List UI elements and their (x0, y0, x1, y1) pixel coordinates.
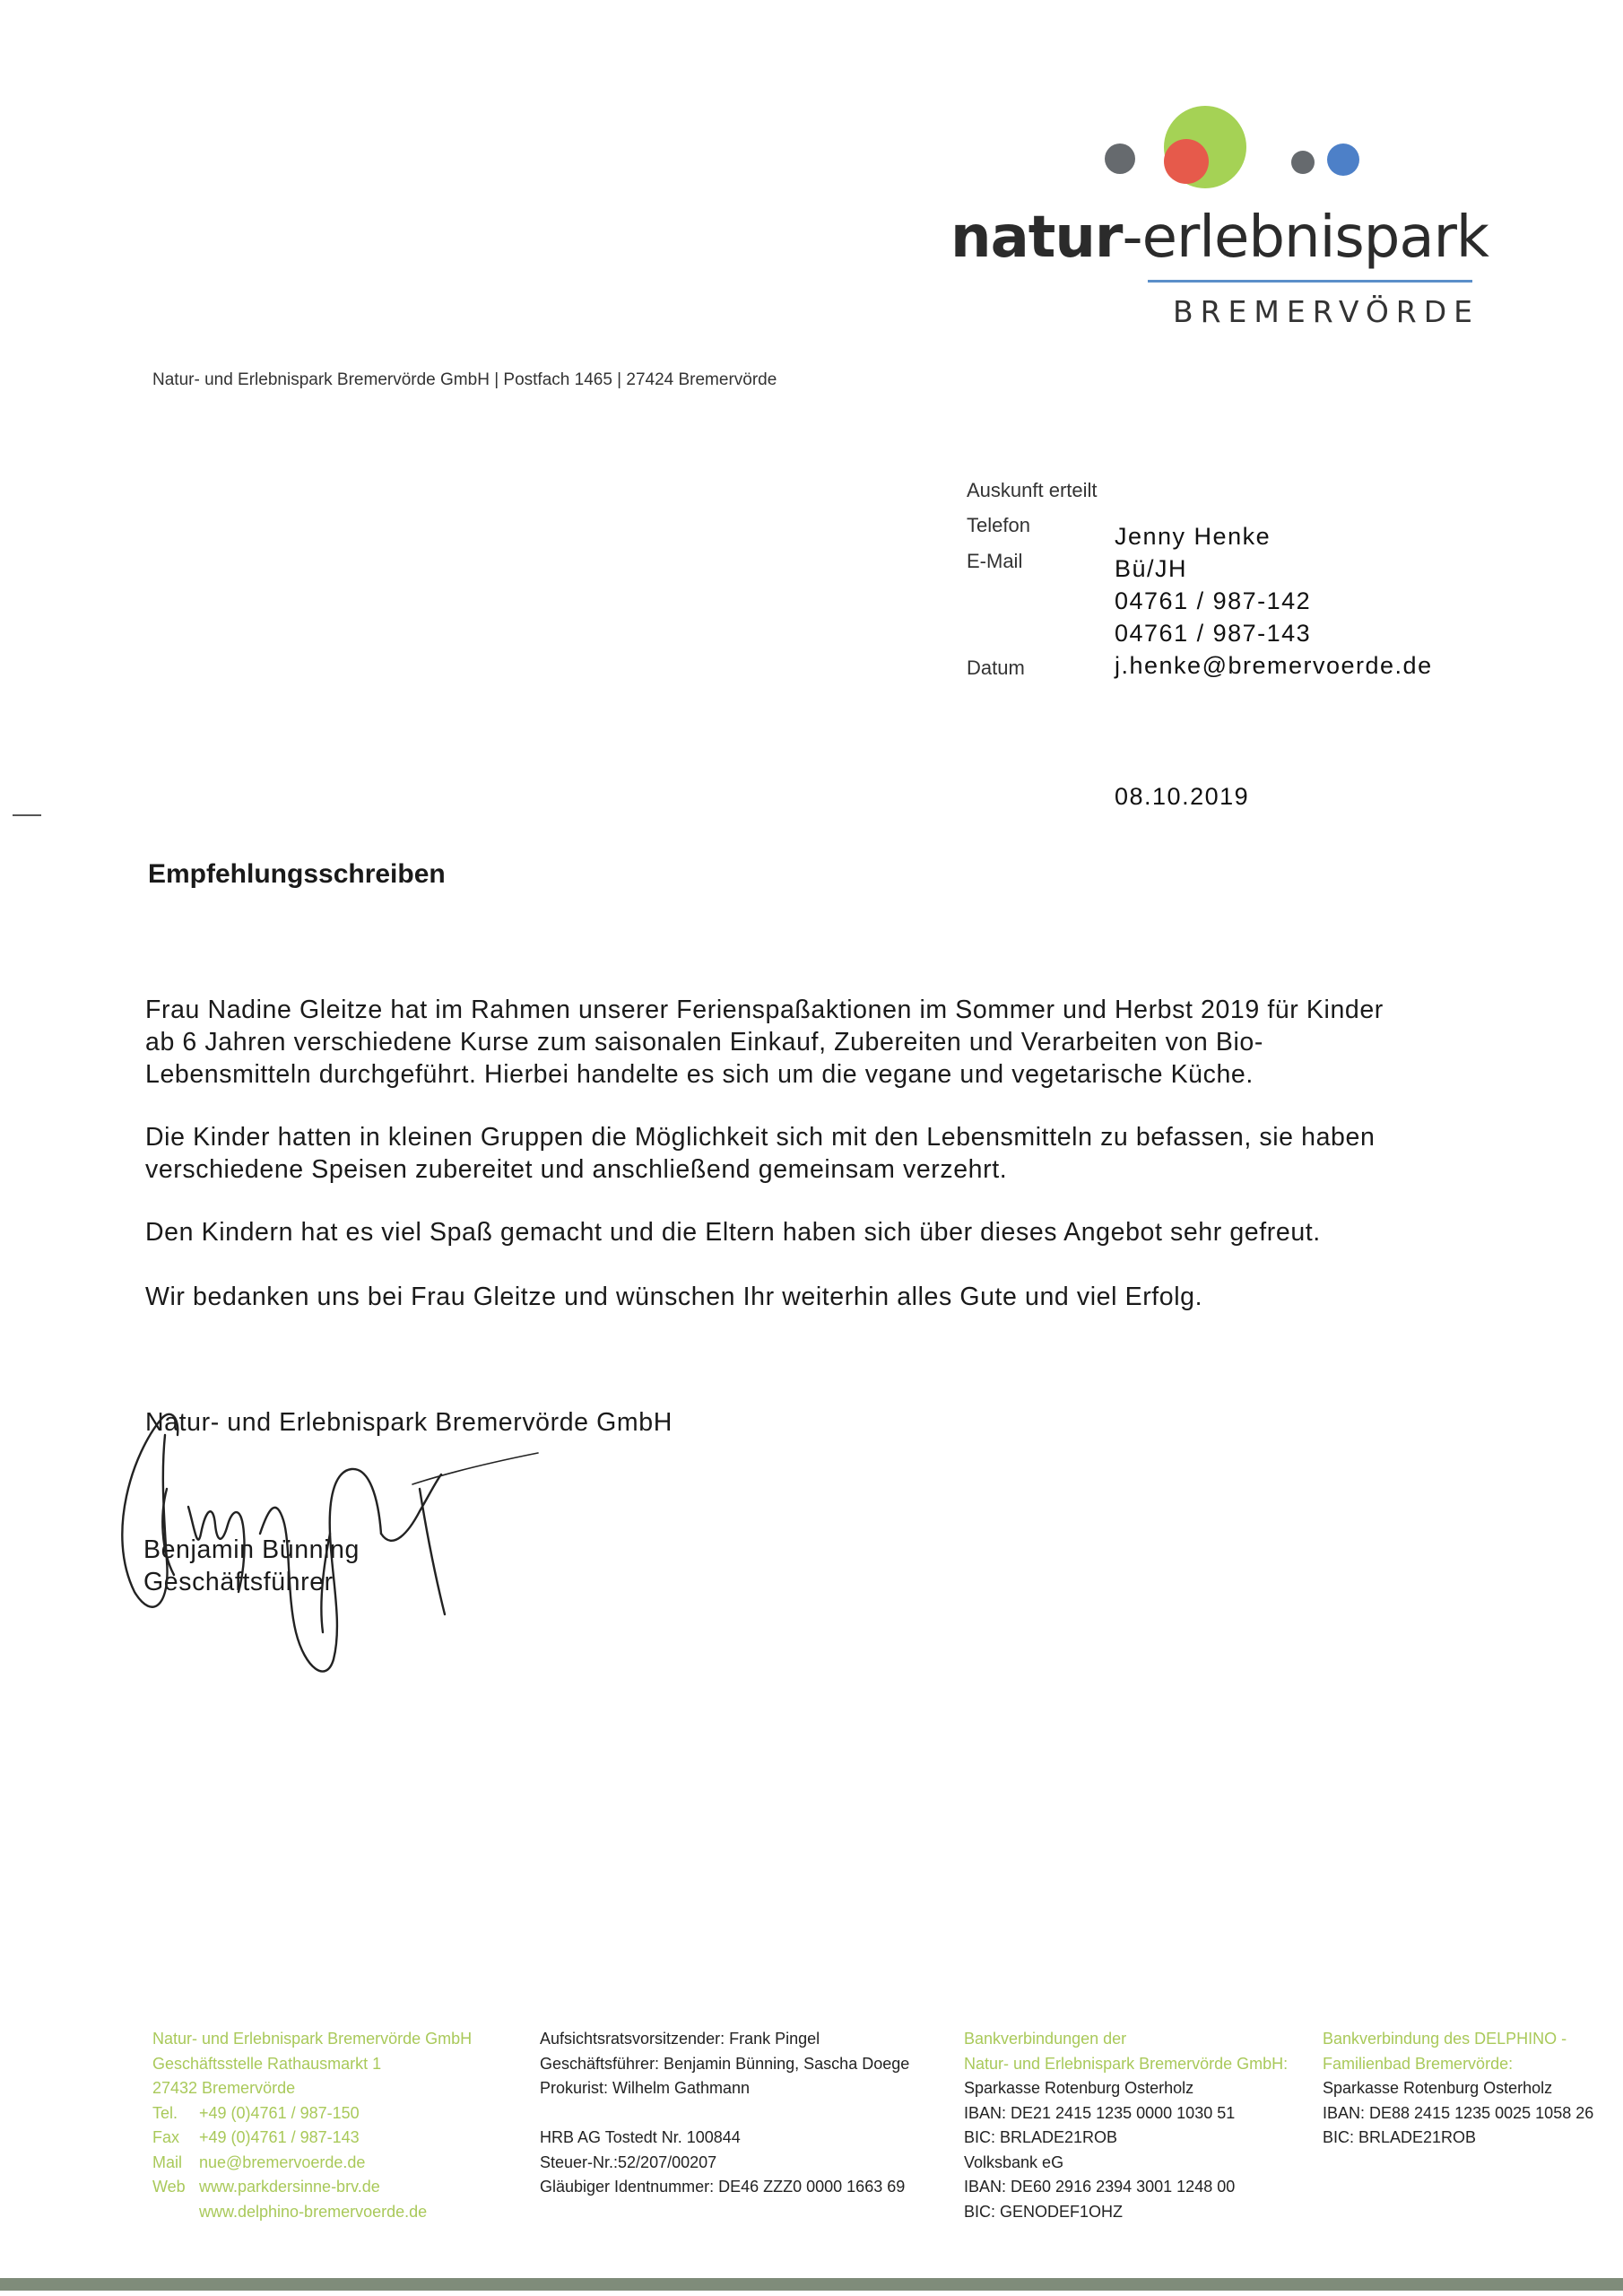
label-email: E-Mail (967, 550, 1023, 572)
footer-delphino-bank-block (1323, 2027, 1593, 2151)
footer-creditor-id: Gläubiger Identnummer: DE46 ZZZ0 0000 1663 69 (540, 2178, 906, 2196)
footer-delphino-heading-2: Familienbad Bremervörde: (1323, 2054, 1514, 2073)
footer-managing-directors: Geschäftsführer: Benjamin Bünning, Sascha Doege (540, 2054, 910, 2073)
fold-mark (13, 814, 41, 816)
footer-mail-value: nue@bremervoerde.de (199, 2152, 366, 2171)
footer-office: Geschäftsstelle Rathausmarkt 1 (152, 2054, 382, 2073)
footer-delphino-heading-1: Bankverbindung des DELPHINO - (1323, 2030, 1567, 2048)
signer-name: Benjamin Bünning (143, 1535, 360, 1564)
logo-dot-dark-small (1291, 151, 1315, 174)
logo-dots (1049, 108, 1354, 206)
footer-fax-label: Fax (152, 2128, 180, 2146)
footer-company-name: Natur- und Erlebnispark Bremervörde GmbH (152, 2030, 473, 2048)
letter-subject: Empfehlungsschreiben (148, 859, 446, 889)
footer-mail-label: Mail (152, 2152, 183, 2171)
footer-tel (152, 2101, 472, 2126)
body-paragraph-2 (145, 1121, 1562, 1186)
footer-city: 27432 Bremervörde (152, 2079, 296, 2097)
footer-supervisory-board: Aufsichtsratsvorsitzender: Frank Pingel (540, 2030, 820, 2048)
logo-dot-red (1164, 139, 1209, 184)
label-auskunft: Auskunft erteilt (967, 479, 1098, 501)
footer-web-label: Web (152, 2178, 186, 2196)
body-p2-line-2: verschiedene Speisen zubereitet und anschließend gemeinsam verzehrt. (145, 1155, 1008, 1184)
logo-city: BREMERVÖRDE (1172, 294, 1480, 329)
signer-title: Geschäftsführer (143, 1568, 334, 1596)
footer-tel-label: Tel. (152, 2103, 178, 2122)
logo-dot-blue (1327, 144, 1359, 176)
contact-initials: Bü/JH (1115, 555, 1188, 582)
footer-tel-value: +49 (0)4761 / 987-150 (199, 2103, 360, 2122)
footer-bank-heading-1: Bankverbindungen der (964, 2030, 1127, 2048)
footer-company-block (152, 2027, 472, 2224)
company-logo (950, 99, 1488, 341)
body-paragraph-3: Den Kindern hat es viel Spaß gemacht und die Eltern haben sich über dieses Angebot sehr gefreut. (145, 1218, 1321, 1247)
footer-mail (152, 2151, 472, 2176)
logo-wordmark-rest: -erlebnispark (1122, 204, 1488, 271)
footer-web-value-2: www.delphino-bremervoerde.de (199, 2202, 428, 2221)
footer-bank-2-bic: BIC: GENODEF1OHZ (964, 2202, 1124, 2221)
label-telefon: Telefon (967, 514, 1030, 536)
sender-return-address: Natur- und Erlebnispark Bremervörde GmbH | Postfach 1465 | 27424 Bremervörde (152, 370, 777, 389)
footer-tax-number: Steuer-Nr.:52/207/00207 (540, 2152, 717, 2171)
body-p1-line-2: ab 6 Jahren verschiedene Kurse zum saisonalen Einkauf, Zubereiten und Verarbeiten von Bio- (145, 1028, 1263, 1057)
footer-fax (152, 2126, 472, 2151)
footer-fax-value: +49 (0)4761 / 987-143 (199, 2128, 360, 2146)
letter-date: 08.10.2019 (1115, 783, 1250, 810)
footer-bank-1-name: Sparkasse Rotenburg Osterholz (964, 2079, 1194, 2097)
logo-rule (1148, 280, 1472, 283)
footer-delphino-bic: BIC: BRLADE21ROB (1323, 2128, 1477, 2146)
footer-hrb: HRB AG Tostedt Nr. 100844 (540, 2128, 741, 2146)
footer-web (152, 2175, 472, 2200)
footer-web-value-1: www.parkdersinne-brv.de (199, 2178, 380, 2196)
contact-phone-2: 04761 / 987-143 (1115, 620, 1312, 647)
footer-bank-block (964, 2027, 1288, 2224)
footer-spacer (540, 2101, 909, 2126)
footer-delphino-iban: IBAN: DE88 2415 1235 0025 1058 26 (1323, 2103, 1594, 2122)
footer-bank-2-name: Volksbank eG (964, 2152, 1064, 2171)
contact-email: j.henke@bremervoerde.de (1115, 652, 1433, 679)
footer-bank-1-iban: IBAN: DE21 2415 1235 0000 1030 51 (964, 2103, 1236, 2122)
logo-wordmark-bold: natur (950, 204, 1123, 271)
logo-dot-dark (1105, 144, 1135, 174)
footer-bank-heading-2: Natur- und Erlebnispark Bremervörde GmbH: (964, 2054, 1289, 2073)
scan-bottom-edge (0, 2278, 1623, 2291)
footer-procurator: Prokurist: Wilhelm Gathmann (540, 2079, 751, 2097)
body-p1-line-3: Lebensmitteln durchgeführt. Hierbei handelte es sich um die vegane und vegetarische Küche. (145, 1060, 1254, 1089)
body-paragraph-4: Wir bedanken uns bei Frau Gleitze und wünschen Ihr weiterhin alles Gute und viel Erfolg. (145, 1283, 1203, 1311)
logo-wordmark (950, 204, 1488, 271)
footer-bank-1-bic: BIC: BRLADE21ROB (964, 2128, 1118, 2146)
contact-name: Jenny Henke (1115, 523, 1271, 550)
footer-bank-2-iban: IBAN: DE60 2916 2394 3001 1248 00 (964, 2178, 1236, 2196)
body-p1-line-1: Frau Nadine Gleitze hat im Rahmen unserer Ferienspaßaktionen im Sommer und Herbst 2019 für Kinder (145, 996, 1384, 1024)
label-datum: Datum (967, 657, 1025, 679)
body-p2-line-1: Die Kinder hatten in kleinen Gruppen die Möglichkeit sich mit den Lebensmitteln zu befassen, sie haben (145, 1123, 1376, 1152)
footer-web-2 (152, 2200, 472, 2225)
handwritten-signature (108, 1399, 646, 1686)
body-paragraph-1 (145, 994, 1562, 1091)
footer-legal-block (540, 2027, 909, 2200)
footer-delphino-bank-name: Sparkasse Rotenburg Osterholz (1323, 2079, 1553, 2097)
closing-company: Natur- und Erlebnispark Bremervörde GmbH (145, 1408, 673, 1437)
contact-phone-1: 04761 / 987-142 (1115, 587, 1312, 614)
